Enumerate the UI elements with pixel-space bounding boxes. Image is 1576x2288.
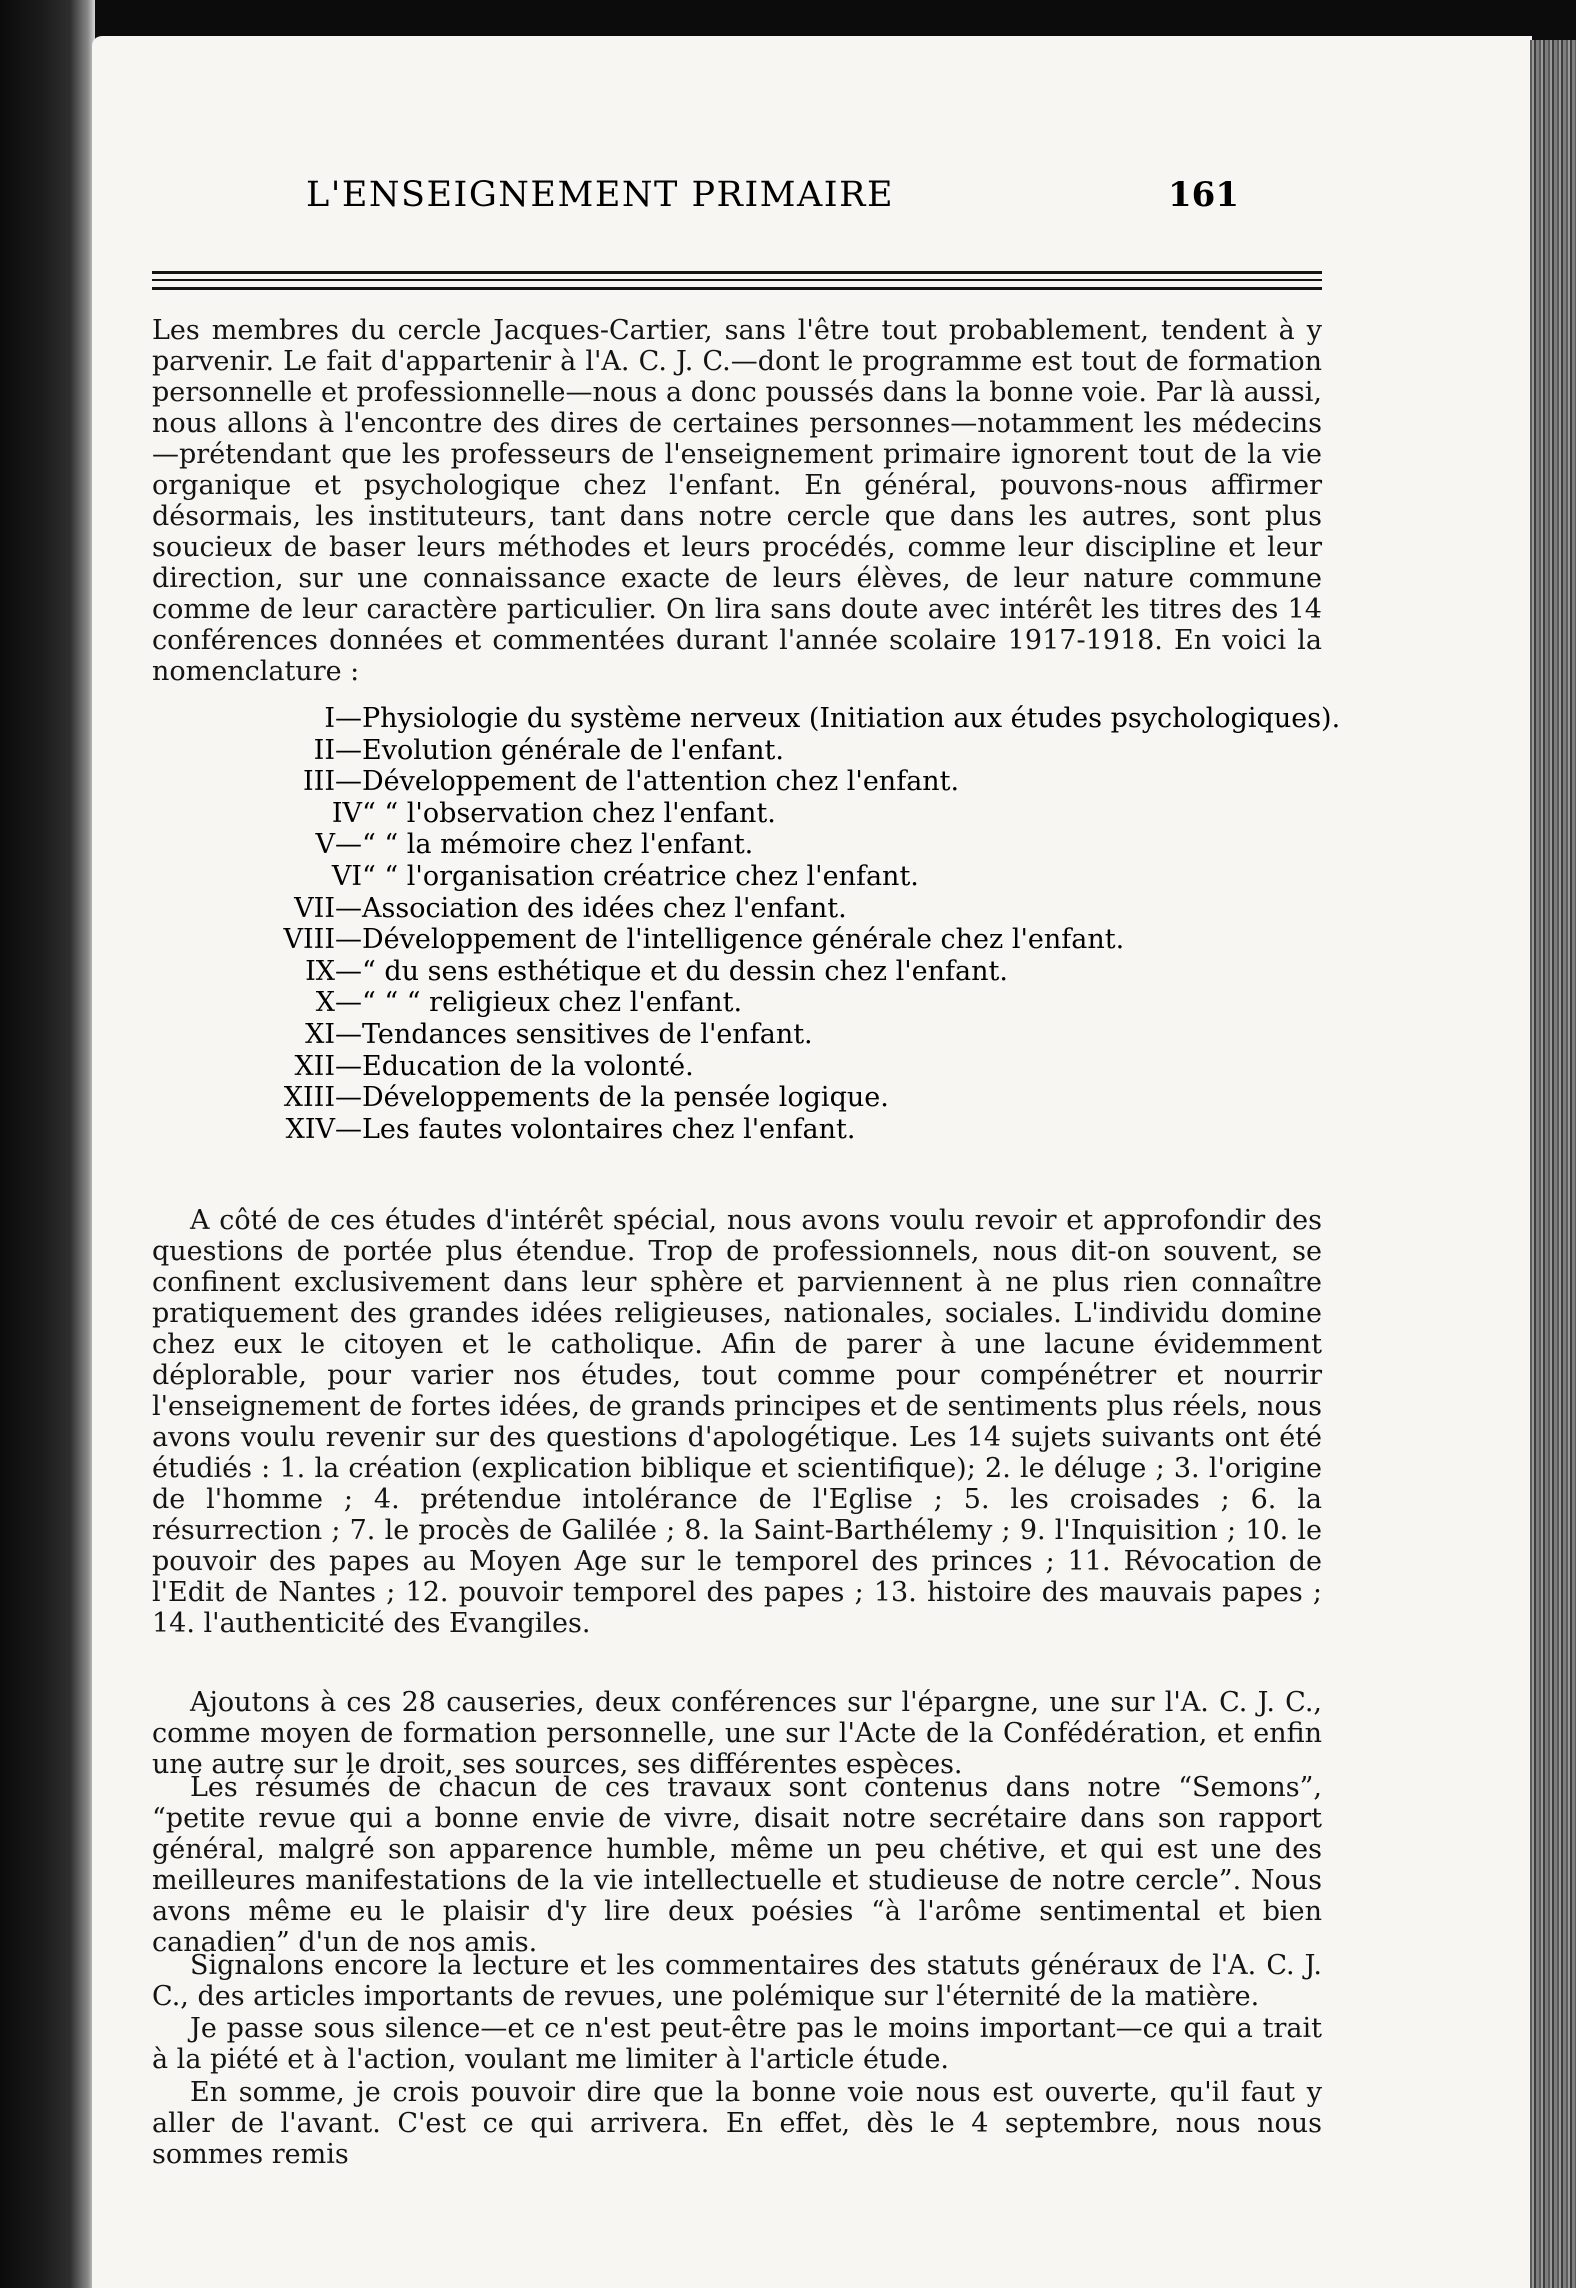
conference-number: X— [315, 987, 362, 1019]
header-rule-bottom [152, 287, 1322, 290]
conference-title: Evolution générale de l'enfant. [362, 734, 784, 766]
conference-title: Développement de l'attention chez l'enfant. [362, 766, 960, 798]
conference-item [152, 987, 1322, 1019]
conference-number: VI [331, 860, 362, 892]
conference-item [152, 893, 1322, 925]
conference-item [152, 798, 1322, 830]
book-gutter [0, 0, 95, 2288]
paragraph-conclusion: En somme, je crois pouvoir dire que la bonne voie nous est ouverte, qu'il faut y aller de l'avant. C'est ce qui arrivera. En effet, dès le 4 septembre, nous nous sommes remis [152, 2077, 1322, 2170]
conference-item [152, 861, 1322, 893]
conference-item [152, 1051, 1322, 1083]
conference-number: I— [324, 703, 362, 734]
conference-number: XIII— [283, 1082, 362, 1114]
conference-item [152, 766, 1322, 798]
conference-title: “ “ l'observation chez l'enfant. [362, 797, 776, 829]
conference-item [152, 1082, 1322, 1114]
page-number: 161 [1168, 175, 1239, 215]
conference-number: IV [331, 797, 362, 829]
conference-number: III— [303, 766, 362, 798]
conference-number: VII— [294, 892, 362, 924]
conference-item [152, 956, 1322, 988]
conference-title: “ “ l'organisation créatrice chez l'enfant. [362, 860, 919, 892]
paragraph-semons: Les résumés de chacun de ces travaux sont contenus dans notre “Semons”, “petite revue qui a bonne envie de vivre, disait notre secrétaire dans son rapport général, malgré son apparence humble, même un peu chétive, et qui est une des meilleures manifestations de la vie intellectuelle et studieuse de notre cercle”. Nous avons même eu le plaisir d'y lire deux poésies “à l'arôme sentimental et bien canadien” d'un de nos amis. [152, 1772, 1322, 1958]
conference-item [152, 829, 1322, 861]
paragraph-piety-action: Je passe sous silence—et ce n'est peut-être pas le moins important—ce qui a trait à la piété et à l'action, voulant me limiter à l'article étude. [152, 2013, 1322, 2075]
header-rule-middle [152, 279, 1322, 281]
conference-title: “ “ “ religieux chez l'enfant. [362, 987, 743, 1019]
conference-number: IX— [305, 955, 362, 987]
conference-number: XII— [294, 1050, 362, 1082]
conference-number: XI— [305, 1018, 362, 1050]
conference-title: Physiologie du système nerveux (Initiation aux études psychologiques). [362, 703, 1341, 734]
conference-item [152, 735, 1322, 767]
conference-title: Tendances sensitives de l'enfant. [362, 1018, 813, 1050]
conference-number: V— [315, 829, 362, 861]
conference-title: Développement de l'intelligence générale chez l'enfant. [362, 924, 1125, 956]
page-edges [1530, 40, 1576, 2288]
conference-title: Développements de la pensée logique. [362, 1082, 889, 1114]
conference-item [152, 703, 1341, 735]
running-title: L'ENSEIGNEMENT PRIMAIRE [305, 175, 895, 215]
paragraph-apologetics: A côté de ces études d'intérêt spécial, nous avons voulu revoir et approfondir des questions de portée plus étendue. Trop de professionnels, nous dit-on souvent, se confinent exclusivement dans leur sphère et parviennent à ne plus rien connaître pratiquement des grandes idées religieuses, nationales, sociales. L'individu domine chez eux le citoyen et le catholique. Afin de parer à une lacune évidemment déplorable, pour varier nos études, tout comme pour compénétrer et nourrir l'enseignement de fortes idées, de grands principes et de sentiments plus réels, nous avons voulu revenir sur des questions d'apologétique. Les 14 sujets suivants ont été étudiés : 1. la création (explication biblique et scientifique); 2. le déluge ; 3. l'origine de l'homme ; 4. prétendue intolérance de l'Eglise ; 5. les croisades ; 6. la résurrection ; 7. le procès de Galilée ; 8. la Saint-Barthélemy ; 9. l'Inquisition ; 10. le pouvoir des papes au Moyen Age sur le temporel des princes ; 11. Révocation de l'Edit de Nantes ; 12. pouvoir temporel des papes ; 13. histoire des mauvais papes ; 14. l'authenticité des Evangiles. [152, 1205, 1322, 1639]
conference-item [152, 924, 1322, 956]
conference-number: VIII— [283, 924, 362, 956]
conference-number: II— [313, 734, 362, 766]
paragraph-intro: Les membres du cercle Jacques-Cartier, sans l'être tout probablement, tendent à y parvenir. Le fait d'appartenir à l'A. C. J. C.—dont le programme est tout de formation personnelle et professionnelle—nous a donc poussés dans la bonne voie. Par là aussi, nous allons à l'encontre des dires de certaines personnes—notamment les médecins—prétendant que les professeurs de l'enseignement primaire ignorent tout de la vie organique et psychologique chez l'enfant. En général, pouvons-nous affirmer désormais, les instituteurs, tant dans notre cercle que dans les autres, sont plus soucieux de baser leurs méthodes et leurs procédés, comme leur discipline et leur direction, sur une connaissance exacte de leurs élèves, de leur nature commune comme de leur caractère particulier. On lira sans doute avec intérêt les titres des 14 conférences données et commentées durant l'année scolaire 1917-1918. En voici la nomenclature : [152, 315, 1322, 687]
conference-title: Association des idées chez l'enfant. [362, 892, 847, 924]
header-rule-top [152, 271, 1322, 274]
conference-item [152, 1114, 1322, 1146]
conference-number: XIV— [285, 1113, 362, 1145]
paragraph-readings: Signalons encore la lecture et les commentaires des statuts généraux de l'A. C. J. C., des articles importants de revues, une polémique sur l'éternité de la matière. [152, 1950, 1322, 2012]
conference-title: Education de la volonté. [362, 1050, 694, 1082]
conference-item [152, 1019, 1322, 1051]
paragraph-additional-talks: Ajoutons à ces 28 causeries, deux conférences sur l'épargne, une sur l'A. C. J. C., comme moyen de formation personnelle, une sur l'Acte de la Confédération, et enfin une autre sur le droit, ses sources, ses différentes espèces. [152, 1687, 1322, 1780]
conference-list [152, 703, 1341, 1145]
conference-title: Les fautes volontaires chez l'enfant. [362, 1113, 856, 1145]
conference-title: “ du sens esthétique et du dessin chez l'enfant. [362, 955, 1008, 987]
conference-title: “ “ la mémoire chez l'enfant. [362, 829, 754, 861]
